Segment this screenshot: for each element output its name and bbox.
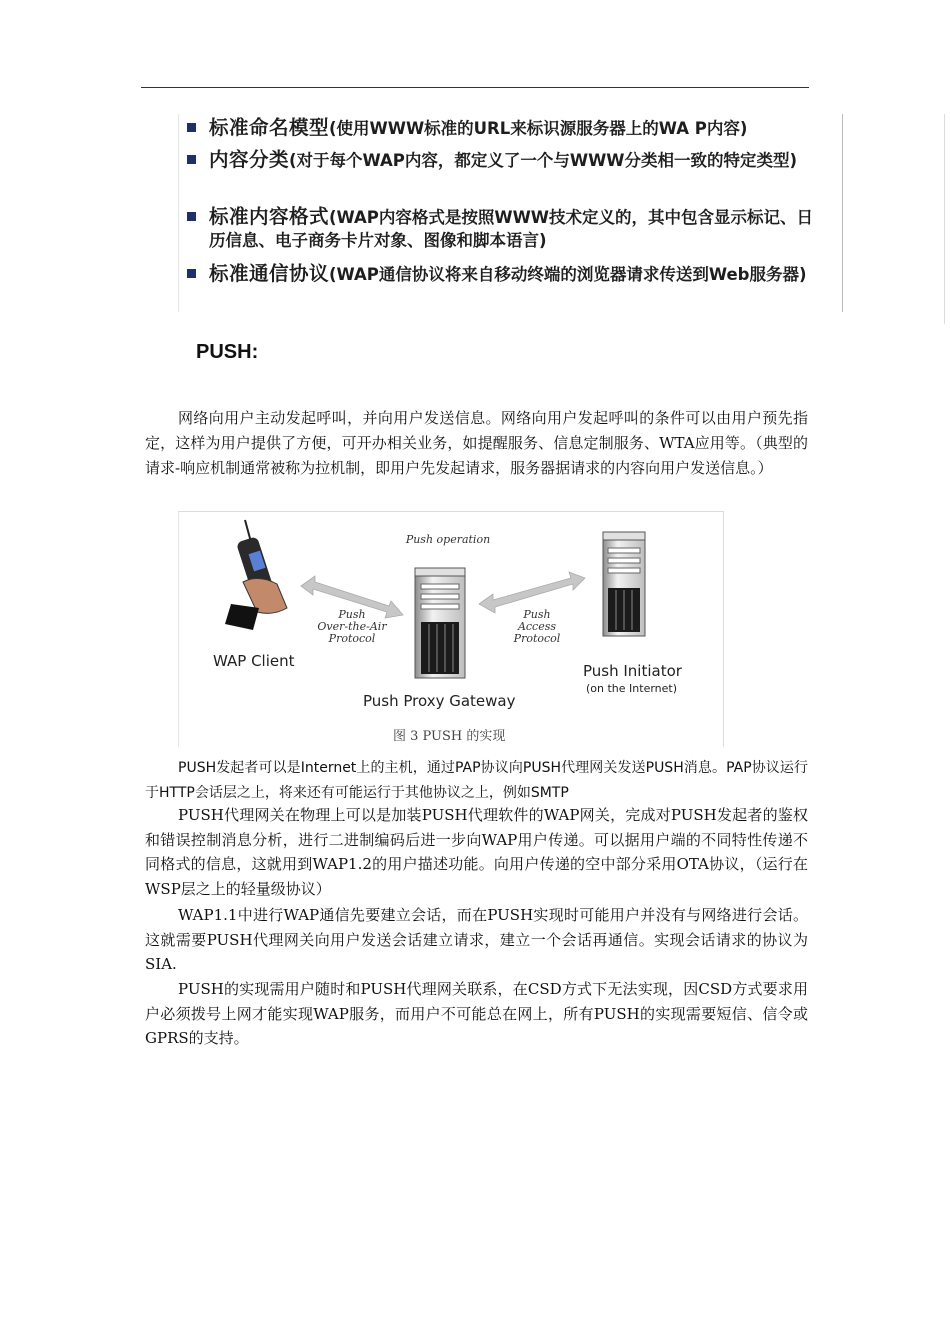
feature-term: 内容分类 bbox=[209, 148, 290, 171]
intro-paragraph: 网络向用户主动发起呼叫，并向用户发送信息。网络向用户发起呼叫的条件可以由用户预先指定，这样为用户提供了方便，可开办相关业务，如提醒服务、信息定制服务、WTA应用等。（典型的请求-响应机制通常被称为拉机制，即用户先发起请求，服务器据请求的内容向用户发送信息。） bbox=[145, 409, 808, 477]
feature-item bbox=[187, 116, 827, 140]
page-edge-line bbox=[944, 114, 945, 324]
feature-desc: (WAP内容格式是按照WWW技术定义的，其中包含显示标记、日历信息、电子商务卡片对象、图像和脚本语言) bbox=[209, 208, 813, 250]
figure-caption: 图 3 PUSH 的实现 bbox=[393, 729, 506, 744]
body-paragraph: PUSH发起者可以是Internet上的主机，通过PAP协议向PUSH代理网关发送PUSH消息。PAP协议运行于HTTP会话层之上，将来还有可能运行于其他协议之上，例如SMTP bbox=[145, 760, 808, 801]
ota-label-line: Protocol bbox=[328, 632, 376, 645]
push-operation-label: Push operation bbox=[405, 533, 491, 546]
feature-desc: (对于每个WAP内容，都定义了一个与WWW分类相一致的特定类型) bbox=[289, 151, 798, 170]
feature-item bbox=[187, 148, 827, 172]
body-paragraph: PUSH代理网关在物理上可以是加装PUSH代理软件的WAP网关，完成对PUSH发起者的鉴权和错误控制消息分析，进行二进制编码后进一步向WAP用户传递。可以据用户端的不同特性传递不同格式的信息，这就用到WAP1.2的用户描述功能。向用户传递的空中部分采用OTA协议，（运行在WSP层之上的轻量级协议） bbox=[145, 806, 808, 898]
wap-client-label: WAP Client bbox=[213, 652, 295, 670]
pap-label-line: Access bbox=[517, 620, 557, 633]
feature-item bbox=[187, 262, 827, 286]
ota-label-line: Over-the-Air bbox=[317, 620, 387, 633]
push-initiator-sublabel: (on the Internet) bbox=[586, 682, 678, 695]
pap-label-line: Protocol bbox=[513, 632, 561, 645]
body-paragraph: WAP1.1中进行WAP通信先要建立会话，而在PUSH实现时可能用户并没有与网络进行会话。这就需要PUSH代理网关向用户发送会话建立请求，建立一个会话再通信。实现会话请求的协议为SIA. bbox=[145, 906, 808, 973]
square-bullet-icon bbox=[187, 123, 196, 132]
push-diagram bbox=[178, 511, 724, 747]
section-title: PUSH: bbox=[196, 341, 259, 363]
initiator-server-icon bbox=[603, 532, 645, 636]
square-bullet-icon bbox=[187, 155, 196, 164]
pap-protocol-label bbox=[493, 609, 581, 645]
feature-desc: (WAP通信协议将来自移动终端的浏览器请求传送到Web服务器) bbox=[329, 265, 807, 284]
push-proxy-gateway-label: Push Proxy Gateway bbox=[363, 692, 516, 710]
feature-list-image bbox=[178, 114, 843, 312]
square-bullet-icon bbox=[187, 212, 196, 221]
ota-label-line: Push bbox=[338, 608, 366, 621]
feature-term: 标准命名模型 bbox=[209, 116, 330, 139]
gateway-server-icon bbox=[415, 568, 465, 678]
header-rule bbox=[141, 87, 809, 88]
push-initiator-label: Push Initiator bbox=[583, 662, 682, 680]
push-diagram-graphics bbox=[179, 512, 725, 748]
mobile-phone-icon bbox=[225, 520, 287, 630]
pap-label-line: Push bbox=[523, 608, 551, 621]
feature-term: 标准内容格式 bbox=[209, 205, 330, 228]
ota-protocol-label bbox=[307, 609, 397, 645]
feature-term: 标准通信协议 bbox=[209, 262, 330, 285]
square-bullet-icon bbox=[187, 269, 196, 278]
feature-item bbox=[187, 205, 827, 252]
double-arrow-icon bbox=[479, 572, 585, 613]
body-paragraph: PUSH的实现需用户随时和PUSH代理网关联系，在CSD方式下无法实现，因CSD方式要求用户必须拨号上网才能实现WAP服务，而用户不可能总在网上，所有PUSH的实现需要短信、信令或GPRS的支持。 bbox=[145, 980, 808, 1047]
feature-desc: (使用WWW标准的URL来标识源服务器上的WA P内容) bbox=[329, 119, 748, 138]
